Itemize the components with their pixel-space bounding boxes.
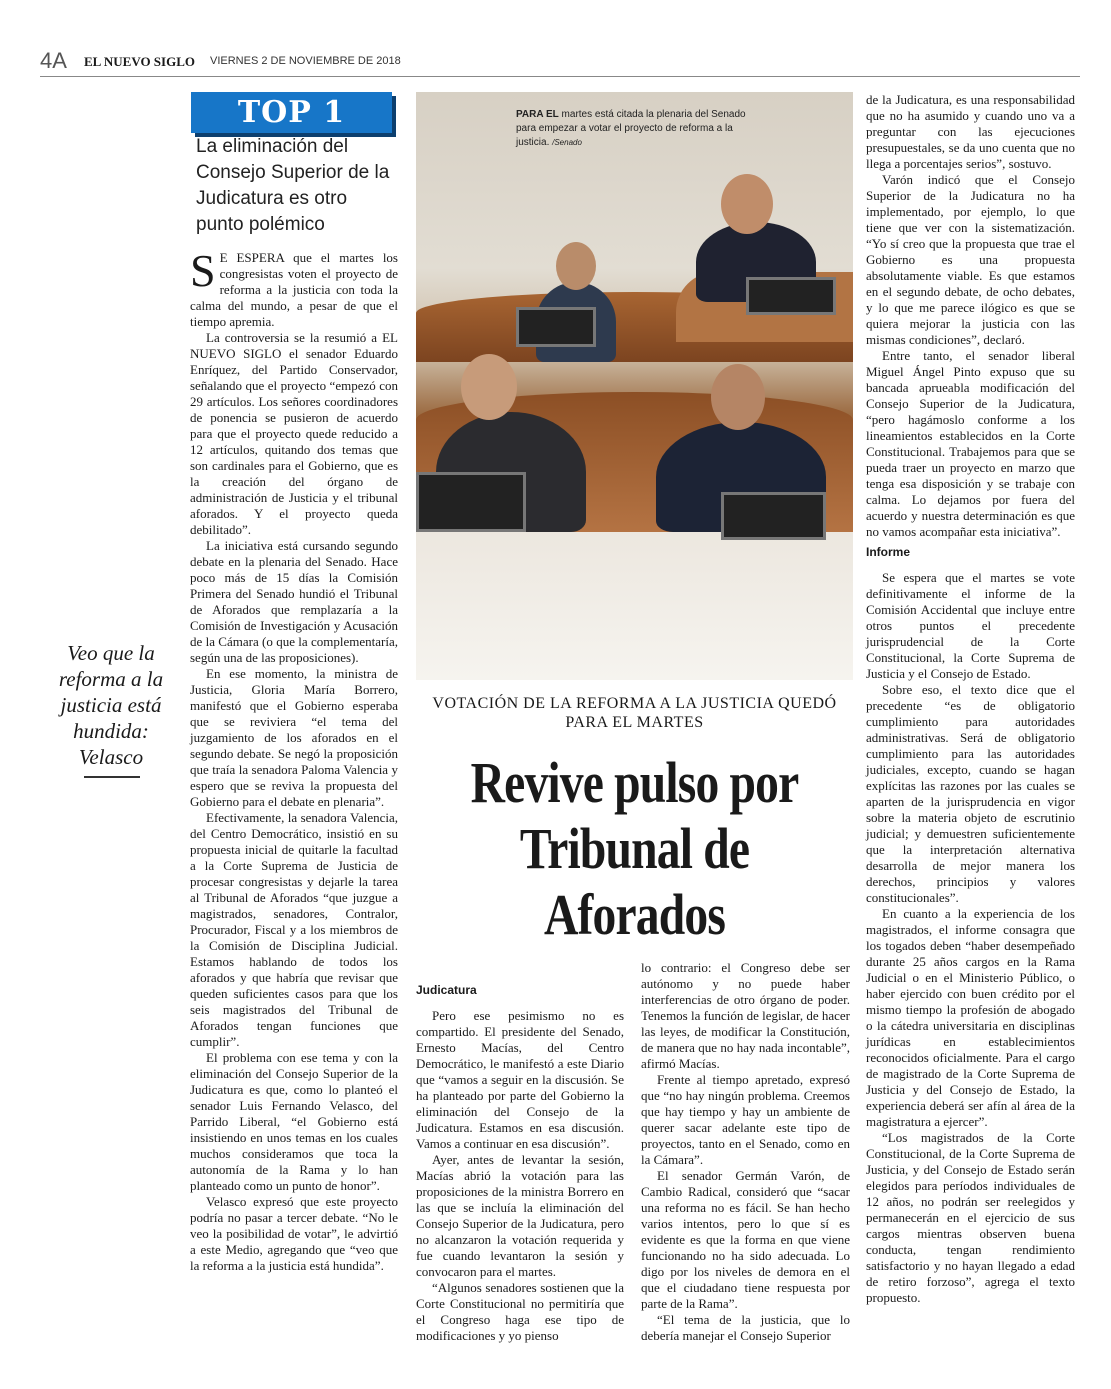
paragraph: La controversia se la resumió a EL NUEVO SIGLO el senador Eduardo Enríquez, del Partido Conservador, señalando que el proyecto “empezó con 29 artículos. Los señores coordinadores de ponencia se pusieron de acuerdo para que el proyecto quede reducido a 12 artículos, quitando dos temas que son cardinales para el Gobierno, que es la creación del órgano de administración de Justicia y el tribunal aforados. Y el proyecto queda debilitado”. bbox=[190, 330, 398, 537]
paragraph: El problema con ese tema y con la eliminación del Consejo Superior de la Judicatura es que, como lo planteó el senador Luis Fernando Velasco, del Parrido Liberal, “el Gobierno está insistiendo en unos temas en los cuales muchos consideramos que toca la autonomía de la Rama y lo han planteado como un punto de honor”. bbox=[190, 1050, 398, 1193]
kicker: VOTACIÓN DE LA REFORMA A LA JUSTICIA QUEDÓ PARA EL MARTES bbox=[432, 695, 837, 731]
paragraph: Sobre eso, el texto dice que el precedente “es de obligatorio cumplimiento para autoridades administrativas. Será de obligatorio cumplimiento para las autoridades judiciales, excepto, cuando se hagan explícitas las razones por las cuales se aparten de la jurisprudencia en vigor sobre la materia objeto de escrutinio judicial; y demuestren suficientemente que la interpretación alternativa desarrolla de mejor manera los derechos, principios y valores constitucionales”. bbox=[866, 682, 1075, 905]
paragraph: En ese momento, la ministra de Justicia, Gloria María Borrero, manifestó que el Gobierno esperaba que se reviviera “el tema del juzgamiento de los aforados en el segundo debate. Se negó la proposición que traía la senadora Paloma Valencia y espero que se reviva la propuesta del Gobierno para el debate en plenaria”. bbox=[190, 666, 398, 809]
page-number: 4A bbox=[40, 48, 67, 73]
issue-date: VIERNES 2 DE NOVIEMBRE DE 2018 bbox=[210, 55, 401, 67]
photo-floor bbox=[416, 532, 853, 680]
section-subhead: Informe bbox=[866, 545, 911, 559]
top-subtitle: La eliminación del Consejo Superior de la Judicatura es otro punto polémico bbox=[196, 136, 390, 235]
pull-quote: Veo que la reforma a la justicia está hundida: Velasco bbox=[58, 641, 164, 769]
photo-head bbox=[721, 174, 773, 234]
newspaper-name: EL NUEVO SIGLO bbox=[84, 54, 195, 69]
paragraph: “Algunos senadores sostienen que la Corte Constitucional no permitiría que el Congreso haga ese tipo de modificaciones y yo pienso bbox=[416, 1280, 624, 1343]
photo-head bbox=[461, 354, 517, 420]
article-column-3 bbox=[641, 960, 850, 1344]
photo-monitor bbox=[746, 277, 836, 315]
paragraph: Se espera que el martes se vote definitivamente el informe de la Comisión Accidental que incluye entre otros puntos el precedente jurisprudencial de la Corte Constitucional, la Corte Suprema de Justicia y el Consejo de Estado. bbox=[866, 570, 1075, 681]
caption-lead: PARA EL bbox=[516, 109, 559, 120]
masthead-rule bbox=[40, 76, 1080, 77]
paragraph: Ayer, antes de levantar la sesión, Macías abrió la votación para las proposiciones de la ministra Borrero en las que se incluía la eliminación del Consejo Superior de la Judicatura, pero no alcanzaron la votación requerida y fue cuando levantaron la sesión y convocaron para el martes. bbox=[416, 1152, 624, 1279]
paragraph-text: E ESPERA que el martes los congresistas voten el proyecto de reforma a la justicia con toda la calma del mundo, a pesar de que el tiempo apremia. bbox=[190, 250, 398, 329]
top-badge: TOP 1 bbox=[191, 92, 392, 133]
article-column-1 bbox=[190, 245, 398, 1274]
caption-text: martes está citada la plenaria del Senado para empezar a votar el proyecto de reforma a la justicia. bbox=[516, 109, 746, 148]
paragraph: Efectivamente, la senadora Valencia, del Centro Democrático, insistió en su propuesta inicial de quitarle la facultad a la Corte Suprema de Justicia de procesar congresistas y dejarle la tarea al Tribunal de Aforados “que juzgue a magistrados, senadores, Contralor, Procurador, Fiscal y a los miembros de la Comisión de Disciplina Judicial. Estamos hablando de todos los aforados y que habría que revisar que queden suficientes casos para que los seis magistrados del Tribunal de Aforados tengan funciones que cumplir”. bbox=[190, 810, 398, 1049]
photo-monitor bbox=[516, 307, 596, 347]
paragraph: lo contrario: el Congreso debe ser autónomo y no puede haber interferencias de otro órgano de poder. Tenemos la función de legislar, de hacer las leyes, de modificar la Constitución, de manera que no hay nada incontable”, afirmó Macías. bbox=[641, 960, 851, 1071]
paragraph: Velasco expresó que este proyecto podría no pasar a tercer debate. “No le veo la posibilidad de votar”, le advirtió a este Medio, agregando que “veo que la reforma a la justicia está hundida”. bbox=[190, 1194, 398, 1273]
paragraph: Pero ese pesimismo no es compartido. El presidente del Senado, Ernesto Macías, del Centro Democrático, le manifestó a este Diario que “vamos a seguir en la discusión. Se ha planteado por parte del Gobierno la eliminación del Consejo de la Judicatura. Estamos en esa discusión. Vamos a continuar en esa discusión”. bbox=[416, 1008, 624, 1151]
pull-quote-rule bbox=[84, 776, 140, 778]
paragraph: La iniciativa está cursando segundo debate en la plenaria del Senado. Hace poco más de 15 días la Comisión Primera del Senado hundió el Tribunal de Aforados que remplazaría a la Comisión de Investigación y Acusación de la Cámara (o que la complementaría, según una de las proposiciones). bbox=[190, 538, 398, 665]
article-column-4 bbox=[866, 92, 1075, 1306]
photo-monitor bbox=[416, 472, 526, 532]
paragraph: Frente al tiempo apretado, expresó que “no hay ningún problema. Creemos que hay tiempo y hay un ambiente de querer sacar adelante este tipo de proyectos, tanto en el Senado, como en la Cámara”. bbox=[641, 1072, 850, 1167]
paragraph: de la Judicatura, es una responsabilidad que no ha asumido y cuando uno va a preguntar con las ejecuciones presupuestales, se da uno cuenta que no llega a porcentajes serios”, sostuvo. bbox=[866, 92, 1075, 171]
paragraph: El senador Germán Varón, de Cambio Radical, consideró que “sacar una reforma no es fácil. Se han hecho varios intentos, pero lo que sí es evidente es que la forma en que viene funcionando no ha sido adecuada. Lo digo por los niveles de demora en el que el ciudadano tiene respuesta por parte de la Rama”. bbox=[641, 1168, 850, 1311]
photo-credit: /Senado bbox=[552, 138, 582, 147]
paragraph: Entre tanto, el senador liberal Miguel Ángel Pinto expuso que su bancada aprueabla modificación del Consejo Superior de la Judicatura, “pero hagámoslo conforme a los lineamientos establecidos en la Corte Constitucional. Trabajemos para que se pueda traer un proyecto en marzo que tenga esa disposición y se trabaje con calma. Lo dejamos por fuera del acuerdo y nuestra determinación es que no vamos acompañar esta iniciativa”. bbox=[866, 348, 1075, 539]
masthead bbox=[40, 48, 1080, 78]
lead-paragraph bbox=[190, 245, 398, 330]
article-column-2 bbox=[416, 978, 624, 1344]
paragraph: Varón indicó que el Consejo Superior de la Judicatura no ha implementado, por ejemplo, lo que tiene que ver con la sistematización. “Yo sí creo que la propuesta que trae el Gobierno es una propuesta absolutamente viable. Es que estamos en el segundo debate, de ocho debates, y lo que me parece ilógico es que se quiera mejorar la justicia con las mismas condiciones”, declaró. bbox=[866, 172, 1075, 347]
senate-plenary-photo bbox=[416, 92, 853, 680]
photo-monitor bbox=[721, 492, 826, 540]
photo-caption bbox=[516, 108, 756, 150]
drop-cap: S bbox=[190, 245, 216, 296]
paragraph: “El tema de la justicia, que lo debería manejar el Consejo Superior bbox=[641, 1312, 850, 1343]
paragraph: En cuanto a la experiencia de los magistrados, el informe consagra que los togados deben “haber desempeñado durante 25 años cargos en la Rama Judicial o en el Ministerio Público, o haber ejercido con buen crédito por el mismo tiempo la profesión de abogado o la cátedra universitaria en disciplinas jurídicas en establecimientos reconocidos oficialmente. Para el cargo de magistrado de la Corte Suprema de Justicia y del Consejo de Estado, la experiencia deberá ser afín al área de la magistratura a ejercer”. bbox=[866, 906, 1075, 1129]
photo-head bbox=[556, 242, 596, 290]
headline: Revive pulso por Tribunal de Aforados bbox=[470, 750, 799, 947]
section-subhead: Judicatura bbox=[416, 983, 477, 997]
photo-head bbox=[711, 364, 765, 430]
paragraph: “Los magistrados de la Corte Constitucional, de la Corte Suprema de Justicia, y del Consejo de Estado serán elegidos para períodos individuales de 12 años, no podrán ser reelegidos y permanecerán en el ejercicio de sus cargos mientras observen buena conducta, tengan rendimiento satisfactorio y no hayan llegado a edad de retiro forzoso”, agrega el texto propuesto. bbox=[866, 1130, 1075, 1305]
